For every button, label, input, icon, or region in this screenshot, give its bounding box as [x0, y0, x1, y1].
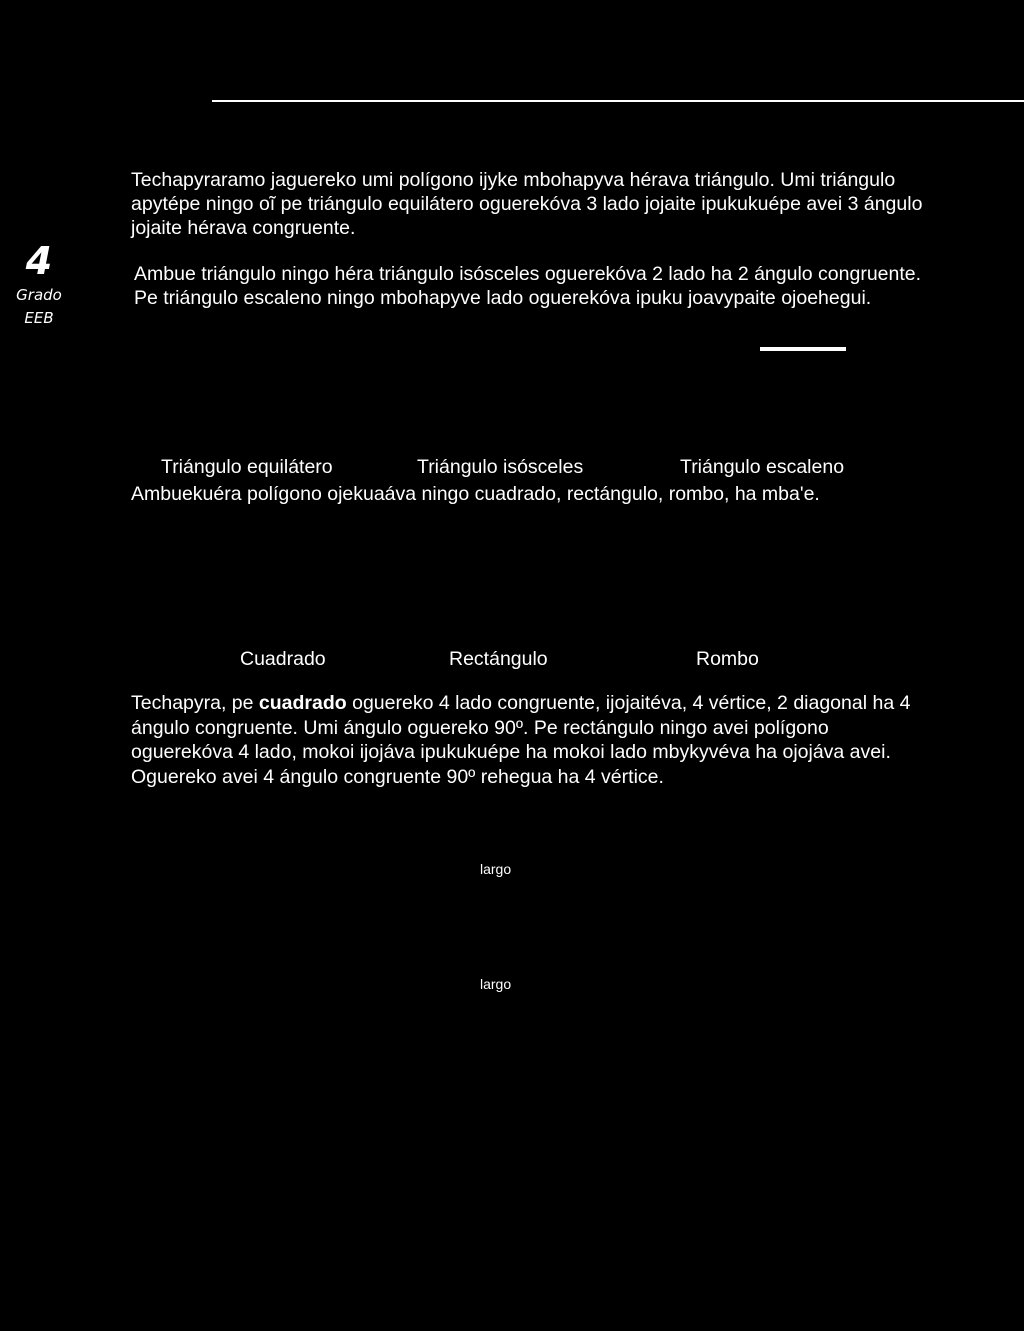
caption-scalene: Triángulo escaleno: [680, 456, 845, 478]
caption-isosceles: Triángulo isósceles: [417, 456, 584, 478]
caption-rectangle: Rectángulo: [449, 648, 548, 670]
square-description-paragraph: [131, 691, 931, 789]
grade-badge: [0, 238, 78, 330]
rect-label-bottom: largo: [480, 976, 512, 992]
caption-rhombus: Rombo: [696, 648, 759, 670]
triangle-intro-paragraph: Techapyraramo jaguereko umi polígono ijyke mbohapyva hérava triángulo. Umi triángulo apytépe ningo oĩ pe triángulo equilátero oguerekóva 3 lado jojaite ipukukuépe avei 3 ángulo jojaite hérava congruente.: [131, 169, 923, 239]
square-desc-bold: cuadrado: [258, 692, 347, 714]
square-desc-prefix: Techapyra, pe: [131, 692, 259, 714]
caption-square: Cuadrado: [240, 648, 326, 670]
grade-number: 4: [25, 239, 53, 283]
school-level: EEB: [24, 309, 54, 327]
short-divider: [760, 347, 846, 351]
other-polygons-paragraph: Ambuekuéra polígono ojekuaáva ningo cuadrado, rectángulo, rombo, ha mba'e.: [131, 483, 820, 505]
rect-label-top: largo: [480, 861, 512, 877]
caption-equilateral: Triángulo equilátero: [161, 456, 333, 478]
grade-label: Grado: [16, 286, 62, 304]
square-desc-rest: oguereko 4 lado congruente, ijojaitéva, 4 vértice, 2 diagonal ha 4 ángulo congruente. Umi ángulo oguereko 90º. Pe rectángulo ningo avei polígono oguerekóva 4 lado, mokoi ijojáva ipukukuépe ha mokoi lado mbykyvéva ha ojojáva avei. Oguereko avei 4 ángulo congruente 90º rehegua ha 4 vértice.: [131, 692, 911, 788]
header-rule: [212, 100, 1024, 102]
triangle-types-paragraph: Ambue triángulo ningo hérа triángulo isósceles oguerekóva 2 lado ha 2 ángulo congruente. Pe triángulo escaleno ningo mbohapyve lado oguerekóva ipuku joavypaite ojoehegui.: [134, 263, 922, 309]
